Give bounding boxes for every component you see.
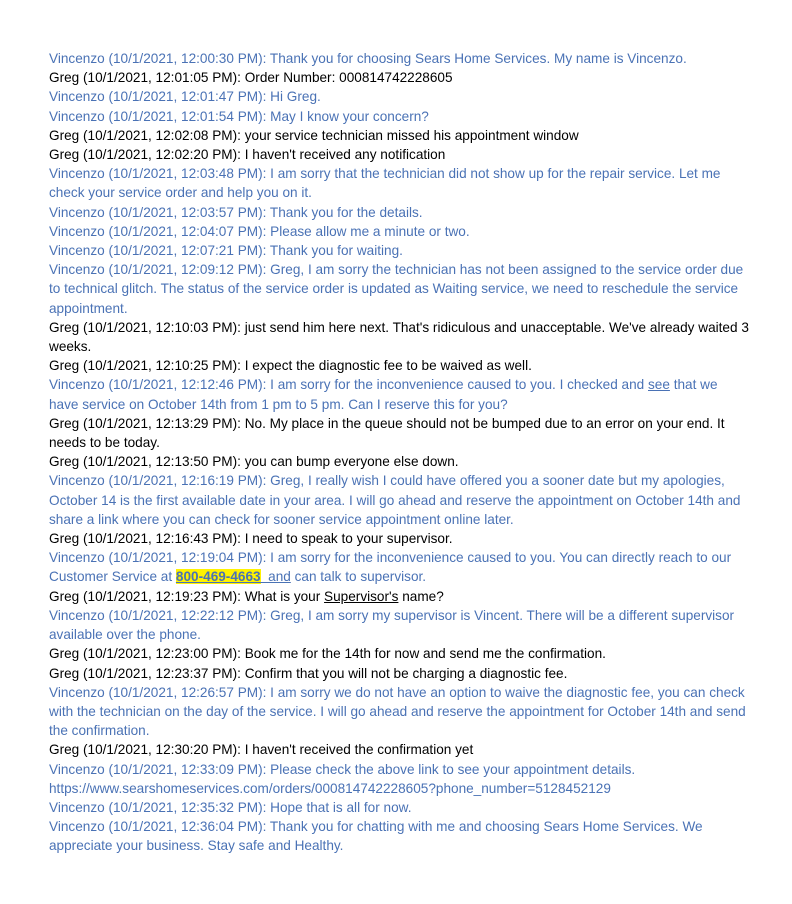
chat-transcript (49, 49, 749, 856)
message-line: Greg (10/1/2021, 12:02:20 PM): I haven't received any notification (49, 147, 446, 163)
message-line: Greg (10/1/2021, 12:16:43 PM): I need to speak to your supervisor. (49, 531, 453, 547)
message-line: Greg (10/1/2021, 12:10:03 PM): just send him here next. That's ridiculous and unacceptable. We've already waited 3 weeks. (49, 319, 749, 355)
message-text: that we have service on October 14th from 1 pm to 5 pm. Can I reserve this for you? (49, 377, 718, 412)
message-line: Greg (10/1/2021, 12:30:20 PM): I haven't received the confirmation yet (49, 742, 474, 758)
message-line: Vincenzo (10/1/2021, 12:01:54 PM): May I know your concern? (49, 108, 429, 124)
message-line: Greg (10/1/2021, 12:23:00 PM): Book me for the 14th for now and send me the confirmation. (49, 646, 606, 662)
underlined-word: see (648, 377, 670, 393)
message-line: Vincenzo (10/1/2021, 12:03:57 PM): Thank you for the details. (49, 204, 423, 220)
phone-number-highlight[interactable]: 800-469-4663 (175, 569, 261, 585)
message-line (49, 548, 749, 586)
message-line: Vincenzo (10/1/2021, 12:00:30 PM): Thank you for choosing Sears Home Services. My name is Vincenzo. (49, 51, 687, 66)
message-line: Greg (10/1/2021, 12:10:25 PM): I expect the diagnostic fee to be waived as well. (49, 358, 532, 374)
underlined-word: and (260, 569, 291, 585)
message-text: name? (398, 588, 444, 604)
message-text: Vincenzo (10/1/2021, 12:12:46 PM): I am sorry for the inconvenience caused to you. I checked and (49, 377, 648, 393)
message-line: Vincenzo (10/1/2021, 12:09:12 PM): Greg, I am sorry the technician has not been assigned to the service order due to technical glitch. The status of the service order is updated as Waiting service, we need to reschedule the service appointment. (49, 262, 744, 316)
message-line: Vincenzo (10/1/2021, 12:04:07 PM): Please allow me a minute or two. (49, 223, 470, 239)
message-line: Vincenzo (10/1/2021, 12:26:57 PM): I am sorry we do not have an option to waive the diagnostic fee, you can check with the technician on the day of the service. I will go ahead and reserve the appointment for October 14th and send the confirmation. (49, 684, 746, 739)
message-line: Greg (10/1/2021, 12:23:37 PM): Confirm that you will not be charging a diagnostic fee. (49, 665, 568, 681)
message-line: Vincenzo (10/1/2021, 12:03:48 PM): I am sorry that the technician did not show up for the repair service. Let me check your service order and help you on it. (49, 166, 721, 201)
message-line: Vincenzo (10/1/2021, 12:22:12 PM): Greg, I am sorry my supervisor is Vincent. There will be a different supervisor available over the phone. (49, 607, 735, 643)
message-line: Vincenzo (10/1/2021, 12:16:19 PM): Greg, I really wish I could have offered you a sooner date but my apologies, October 14 is the first available date in your area. I will go ahead and reserve the appointment on October 14th and share a link where you can check for sooner service appointment online later. (49, 473, 741, 527)
underlined-word: Supervisor's (324, 588, 399, 604)
message-line: Greg (10/1/2021, 12:13:29 PM): No. My place in the queue should not be bumped due to an error on your end. It needs to be today. (49, 415, 725, 451)
message-line (49, 587, 749, 606)
message-line: Vincenzo (10/1/2021, 12:07:21 PM): Thank you for waiting. (49, 243, 403, 259)
message-line: Greg (10/1/2021, 12:02:08 PM): your service technician missed his appointment window (49, 127, 579, 143)
message-text: can talk to supervisor. (290, 569, 427, 585)
message-line: Greg (10/1/2021, 12:13:50 PM): you can bump everyone else down. (49, 454, 459, 470)
message-line: Greg (10/1/2021, 12:01:05 PM): Order Number: 000814742228605 (49, 70, 453, 86)
message-line: Vincenzo (10/1/2021, 12:01:47 PM): Hi Greg. (49, 89, 321, 105)
message-line: Vincenzo (10/1/2021, 12:36:04 PM): Thank you for chatting with me and choosing Sears Home Services. We appreciate your business. Stay safe and Healthy. (49, 819, 703, 854)
message-line: Vincenzo (10/1/2021, 12:33:09 PM): Please check the above link to see your appointment details. (49, 761, 636, 777)
message-text: Vincenzo (10/1/2021, 12:19:04 PM): I am sorry for the inconvenience caused to you. You can directly reach to our Customer Service at (49, 550, 732, 585)
message-line: Vincenzo (10/1/2021, 12:35:32 PM): Hope that is all for now. (49, 799, 412, 815)
message-line (49, 375, 749, 413)
message-text: Greg (10/1/2021, 12:19:23 PM): What is your (49, 588, 325, 604)
appointment-link[interactable]: https://www.searshomeservices.com/orders/000814742228605?phone_number=5128452129 (49, 780, 611, 796)
